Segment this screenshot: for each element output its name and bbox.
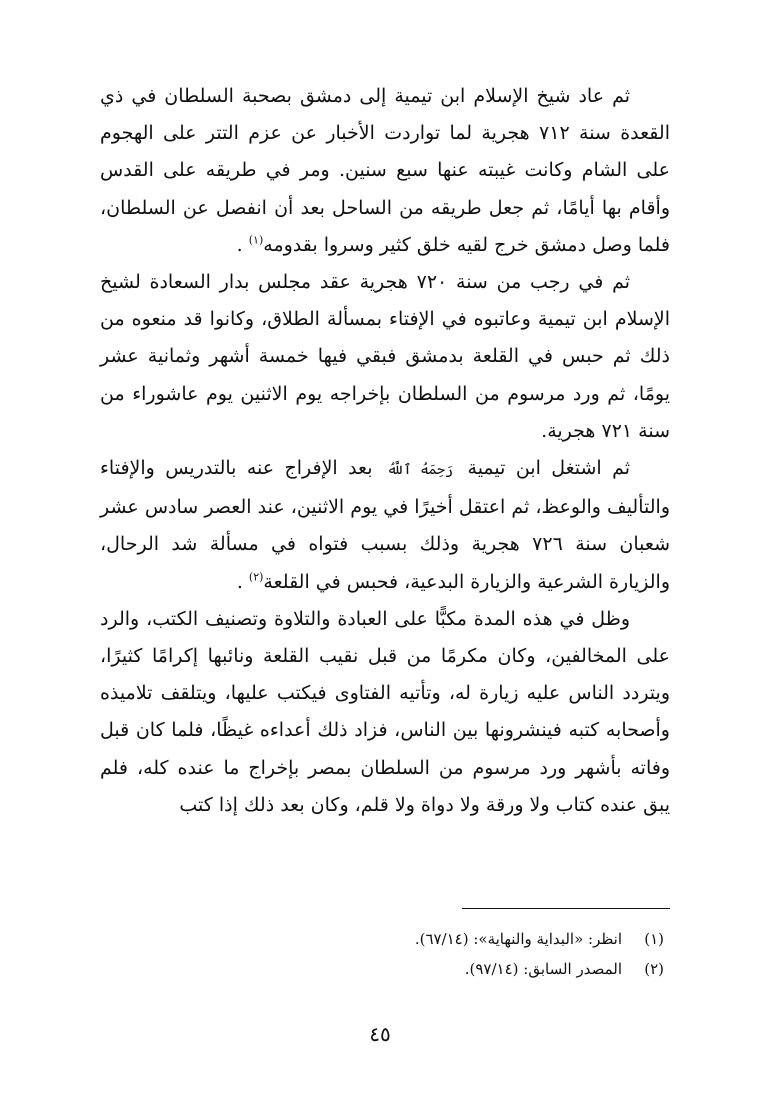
footnote-1-number: (١) <box>644 930 664 948</box>
footnote-2-text: المصدر السابق: (٩٧/١٤). <box>464 960 622 978</box>
paragraph-3-tail: . <box>236 570 243 593</box>
footnote-ref-2[interactable]: (٢) <box>248 570 264 584</box>
paragraph-3-text: بعد الإفراج عنه بالتدريس والإفتاء والتأليف والوعظ، ثم اعتقل أخيرًا في يوم الاثنين، عند العصر سادس عشر شعبان سنة ٧٢٦ هجرية وذلك بسبب فتواه في مسألة شد الرحال، والزيارة الشرعية والزيارة البدعية، فحبس في القلعة <box>100 457 670 593</box>
page-number: ٤٥ <box>369 1022 391 1046</box>
main-text <box>100 78 670 824</box>
honorific-phrase: رَحِمَهُ ٱللَّهُ <box>386 462 454 479</box>
footnote-2-number: (٢) <box>644 960 664 978</box>
footnote-ref-1[interactable]: (١) <box>248 233 264 247</box>
paragraph-2 <box>100 264 670 450</box>
paragraph-1-tail: . <box>236 233 243 256</box>
paragraph-4-text: وظل في هذه المدة مكبًّا على العبادة والتلاوة وتصنيف الكتب، والرد على المخالفين، وكان مكرمًا من قبل نقيب القلعة ونائبها إكرامًا كثيرًا، ويتردد الناس عليه زيارة له، وتأتيه الفتاوى فيكتب عليها، ويتلقف تلاميذه وأصحابه كتبه فينشرونها بين الناس، فزاد ذلك أعداءه غيظًا، فلما كان قبل وفاته بأشهر ورد مرسوم من السلطان بمصر بإخراج ما عنده كله، فلم يبق عنده كتاب ولا ورقة ولا دواة ولا قلم، وكان بعد ذلك إذا كتب <box>100 607 670 816</box>
paragraph-4 <box>100 601 670 824</box>
footnote-divider <box>462 908 670 909</box>
footnote-1-text: انظر: «البداية والنهاية»: (٦٧/١٤). <box>414 930 622 948</box>
paragraph-2-text: ثم في رجب من سنة ٧٢٠ هجرية عقد مجلس بدار السعادة لشيخ الإسلام ابن تيمية وعاتبوه في الإفتاء بمسألة الطلاق، وكانوا قد منعوه من ذلك ثم حبس في القلعة بدمشق فبقي فيها خمسة أشهر وثمانية عشر يومًا، ثم ورد مرسوم من السلطان بإخراجه يوم الاثنين يوم عاشوراء من سنة ٧٢١ هجرية. <box>100 271 670 442</box>
paragraph-1-text: ثم عاد شيخ الإسلام ابن تيمية إلى دمشق بصحبة السلطان في ذي القعدة سنة ٧١٢ هجرية لما تواردت الأخبار عن عزم التتر على الهجوم على الشام وكانت غيبته عنها سبع سنين. ومر في طريقه على القدس وأقام بها أيامًا، ثم جعل طريقه من الساحل بعد أن انفصل عن السلطان، فلما وصل دمشق خرج لقيه خلق كثير وسروا بقدومه <box>100 85 670 256</box>
paragraph-1 <box>100 78 670 264</box>
paragraph-3 <box>100 450 670 601</box>
footnote-2 <box>100 954 670 984</box>
footnotes <box>100 924 670 984</box>
footnote-1 <box>100 924 670 954</box>
paragraph-3-text-before: ثم اشتغل ابن تيمية <box>467 457 631 480</box>
